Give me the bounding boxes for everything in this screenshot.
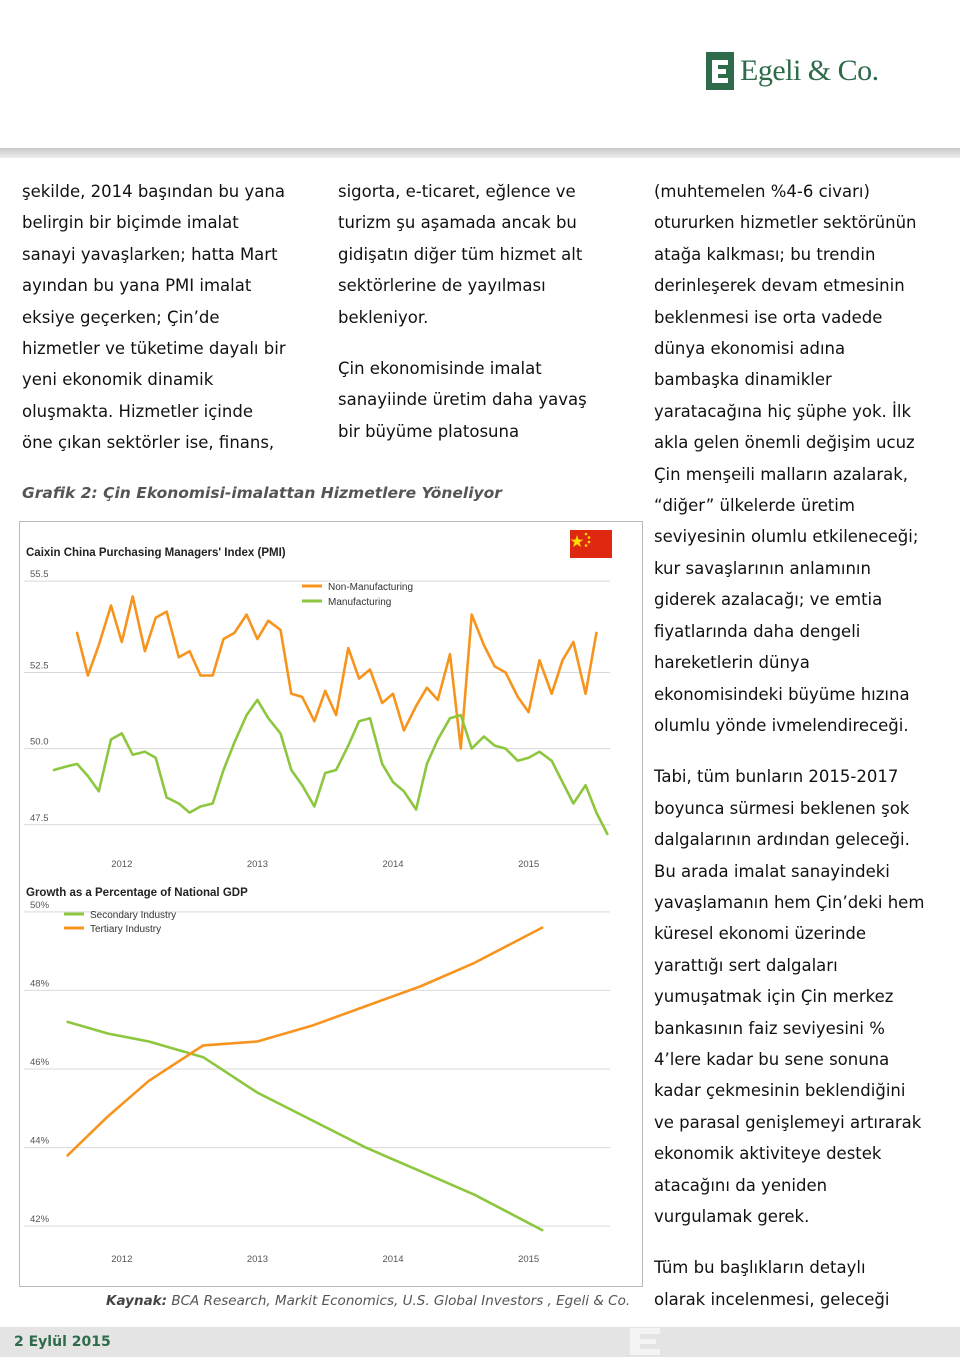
text-line: kadar çekmesinin beklendiğini [654,1081,906,1101]
legend-label: Tertiary Industry [90,924,162,935]
column3-paragraph-2 [654,761,954,1232]
text-line: hareketlerin dünya [654,653,810,673]
text-line: vurgulamak gerek. [654,1207,810,1226]
footer-logo-watermark-icon [626,1326,666,1357]
egeli-logo-icon [706,52,734,90]
figure-source [106,1293,630,1309]
x-tick-label: 2013 [246,1254,268,1265]
text-line: yaratacağına hiç şüphe yok. İlk [654,401,912,421]
header-divider [0,148,960,158]
text-line: (muhtemelen %4-6 civarı) [654,182,870,201]
text-line: olumlu yönde ivmelendireceği. [654,715,909,735]
text-line: turizm şu aşamada ancak bu [338,213,577,233]
x-tick-label: 2014 [382,859,404,870]
text-line: ve parasal genişlemeyi artırarak [654,1112,922,1132]
footer-bar [0,1327,960,1357]
x-tick-label: 2015 [518,1254,540,1265]
column2-paragraph-2 [338,353,638,447]
text-line: şekilde, 2014 başından bu yana [22,182,285,201]
footer-date: 2 Eylül 2015 [14,1334,111,1350]
text-column-2 [338,176,638,447]
text-line: giderek azalacağı; ve emtia [654,590,883,610]
y-tick-label: 42% [30,1214,50,1226]
text-line: sanayiinde üretim daha yavaş [338,390,587,410]
text-line: Bu arada imalat sanayindeki [654,861,890,881]
chart-figure [19,521,643,1287]
text-line: Tüm bu başlıkların detaylı [654,1258,866,1278]
chart-panel-1 [24,547,610,870]
column2-paragraph-1 [338,176,638,333]
text-line: eksiye geçerken; Çin’de [22,307,220,327]
y-tick-label: 50% [30,899,50,911]
y-tick-label: 50.0 [30,736,49,748]
text-line: sanayi yavaşlarken; hatta Mart [22,244,278,264]
y-tick-label: 46% [30,1057,50,1068]
series-line-manufacturing [54,700,607,834]
column3-paragraph-3 [654,1252,954,1315]
text-line: olarak incelenmesi, geleceği [654,1289,890,1309]
company-logo [706,52,879,90]
text-line: yarattığı sert dalgaları [654,955,838,975]
text-line: oluşmakta. Hizmetler içinde [22,401,253,421]
text-line: bekleniyor. [338,307,429,327]
text-line: boyunca sürmesi beklenen şok [654,798,910,818]
column3-paragraph-1 [654,176,954,741]
text-line: sektörlerine de yayılması [338,276,546,296]
text-line: beklenmesi ise orta vadede [654,307,883,327]
x-tick-label: 2015 [518,859,540,870]
text-line: otururken hizmetler sektörünün [654,213,917,233]
text-line: yumuşatmak için Çin merkez [654,987,894,1007]
text-line: Çin ekonomisinde imalat [338,359,542,379]
y-tick-label: 48% [30,978,50,990]
text-line: yavaşlamanın hem Çin’deki hem [654,892,925,912]
chart-title: Caixin China Purchasing Managers' Index (PMI) [26,547,286,559]
x-tick-label: 2012 [111,1254,133,1265]
text-line: küresel ekonomi üzerinde [654,924,867,944]
text-line: “diğer” ülkelerde üretim [654,496,855,516]
source-text: BCA Research, Markit Economics, U.S. Global Investors , Egeli & Co. [171,1293,631,1309]
text-line: dünya ekonomisi adına [654,339,846,359]
text-line: Tabi, tüm bunların 2015-2017 [654,767,899,787]
source-label: Kaynak: [106,1293,168,1309]
legend-label: Non-Manufacturing [328,582,414,593]
y-tick-label: 55.5 [30,569,49,581]
text-line: bankasının faiz seviyesini % [654,1018,885,1038]
x-tick-label: 2013 [246,859,268,870]
x-tick-label: 2014 [382,1254,404,1265]
text-line: belirgin bir biçimde imalat [22,213,239,233]
text-line: 4’lere kadar bu sene sonuna [654,1049,890,1069]
text-line: sigorta, e-ticaret, eğlence ve [338,182,576,201]
y-tick-label: 52.5 [30,660,49,672]
text-line: Çin menşeili malların azalarak, [654,464,909,484]
y-tick-label: 44% [30,1135,50,1147]
text-line: ayından bu yana PMI imalat [22,276,252,296]
text-line: derinleşerek devam etmesinin [654,276,905,296]
chart-panel-2 [24,887,610,1265]
legend-label: Secondary Industry [90,910,177,921]
text-line: seviyesinin olumlu etkileneceği; [654,527,919,547]
text-line: gidişatın diğer tüm hizmet alt [338,244,583,264]
text-line: bir büyüme platosuna [338,421,520,441]
text-line: ekonomisindeki büyüme hızına [654,684,910,704]
text-line: ekonomik aktiviteye destek [654,1144,882,1164]
text-line: atacağını da yeniden [654,1175,828,1195]
figure-caption: Grafik 2: Çin Ekonomisi-imalattan Hizmetlere Yöneliyor [22,484,502,502]
series-line-tertiary-industry [68,928,543,1156]
text-line: yeni ekonomik dinamik [22,370,214,390]
x-tick-label: 2012 [111,859,133,870]
text-line: kur savaşlarının anlamının [654,558,871,578]
logo-text: Egeli & Co. [740,54,879,87]
text-column-1 [22,176,322,459]
chart-title: Growth as a Percentage of National GDP [26,887,248,899]
y-tick-label: 47.5 [30,812,49,824]
series-line-secondary-industry [68,1022,543,1230]
chart-canvas [20,522,642,1286]
text-line: atağa kalkması; bu trendin [654,244,876,264]
legend-label: Manufacturing [328,597,392,608]
text-line: akla gelen önemli değişim ucuz [654,433,915,453]
text-column-3 [654,176,954,1315]
text-line: fiyatlarında daha dengeli [654,621,861,641]
text-line: dalgalarının ardından geleceği. [654,830,910,850]
china-flag-icon [570,530,612,558]
column1-paragraph [22,176,322,459]
text-line: bambaşka dinamikler [654,370,832,390]
text-line: öne çıkan sektörler ise, finans, [22,433,275,453]
text-line: hizmetler ve tüketime dayalı bir [22,339,286,359]
